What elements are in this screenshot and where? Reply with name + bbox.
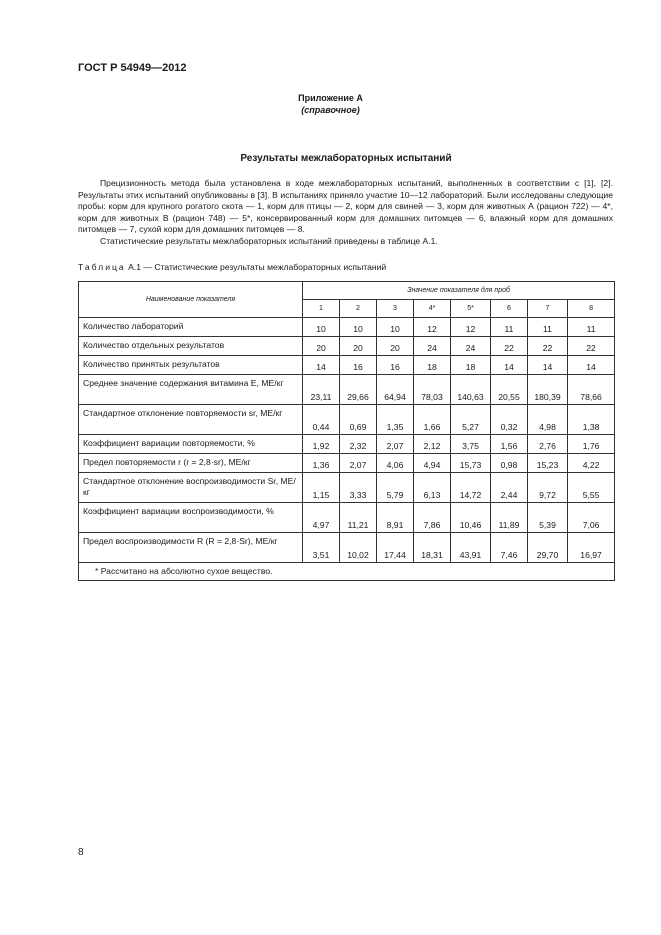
table-cell: 5,79	[377, 473, 414, 503]
table-cell: 2,12	[414, 435, 451, 454]
table-cell: 22	[568, 337, 615, 356]
table-cell: 6,13	[414, 473, 451, 503]
table-cell: 11	[491, 318, 528, 337]
row-label: Коэффициент вариации повторяемости, %	[79, 435, 303, 454]
table-row	[79, 375, 615, 405]
table-cell: 18	[414, 356, 451, 375]
table-cell: 20	[340, 337, 377, 356]
table-cell: 14,72	[451, 473, 491, 503]
table-cell: 2,32	[340, 435, 377, 454]
table-cell: 16	[377, 356, 414, 375]
table-cell: 29,70	[528, 533, 568, 563]
table-cell: 4,06	[377, 454, 414, 473]
table-cell: 140,63	[451, 375, 491, 405]
table-cell: 1,76	[568, 435, 615, 454]
document-id: ГОСТ Р 54949—2012	[78, 62, 187, 74]
table-cell: 7,06	[568, 503, 615, 533]
table-cell: 1,35	[377, 405, 414, 435]
table-cell: 0,44	[303, 405, 340, 435]
table-cell: 15,23	[528, 454, 568, 473]
row-label: Количество отдельных результатов	[79, 337, 303, 356]
table-cell: 1,36	[303, 454, 340, 473]
table-cell: 7,86	[414, 503, 451, 533]
table-row	[79, 405, 615, 435]
sample-number: 5*	[451, 300, 491, 318]
table-cell: 10	[377, 318, 414, 337]
table-cell: 1,15	[303, 473, 340, 503]
row-label: Стандартное отклонение повторяемости sr, МЕ/кг	[79, 405, 303, 435]
row-label: Коэффициент вариации воспроизводимости, %	[79, 503, 303, 533]
table-cell: 14	[303, 356, 340, 375]
paragraph: Статистические результаты межлабораторных испытаний приведены в таблице А.1.	[100, 235, 438, 246]
table-cell: 10	[340, 318, 377, 337]
table-cell: 22	[528, 337, 568, 356]
table-cell: 18	[451, 356, 491, 375]
table-cell: 4,98	[528, 405, 568, 435]
table-cell: 4,22	[568, 454, 615, 473]
annex-subtitle: (справочное)	[301, 105, 360, 115]
table-cell: 14	[491, 356, 528, 375]
table-cell: 16	[340, 356, 377, 375]
table-cell: 10	[303, 318, 340, 337]
table-cell: 0,98	[491, 454, 528, 473]
paragraph: Прецизионность метода была установлена в ходе межлабораторных испытаний, выполненных в соответствии с [1], [2]. Результаты этих испытаний опубликованы в [3]. В испытаниях приняло участие 10—12 лабораторий. Были исследованы следующие пробы: корм для крупного рогатого скота — 1, корм для птицы — 2, корм для свиней — 3, корм для животных А (рацион 722) — 4*, корм для животных В (рацион 748) — 5*, консервированный корм для домашних питомцев — 6, влажный корм для домашних питомцев — 7, сухой корм для домашних питомцев — 8.	[78, 178, 613, 235]
row-label: Предел повторяемости r (r = 2,8·sr), МЕ/кг	[79, 454, 303, 473]
sample-number: 2	[340, 300, 377, 318]
table-cell: 22	[491, 337, 528, 356]
table-cell: 1,38	[568, 405, 615, 435]
table-cell: 11,89	[491, 503, 528, 533]
page-number: 8	[78, 847, 84, 858]
table-cell: 180,39	[528, 375, 568, 405]
table-cell: 10,02	[340, 533, 377, 563]
table-caption-label: Таблица	[78, 262, 126, 272]
table-cell: 20,55	[491, 375, 528, 405]
section-title: Результаты межлабораторных испытаний	[240, 153, 452, 164]
table-cell: 4,94	[414, 454, 451, 473]
table-cell: 3,75	[451, 435, 491, 454]
table-cell: 7,46	[491, 533, 528, 563]
table-cell: 0,32	[491, 405, 528, 435]
table-row	[79, 533, 615, 563]
table-cell: 11	[528, 318, 568, 337]
footnote-row	[79, 563, 615, 581]
table-cell: 11,21	[340, 503, 377, 533]
table-cell: 78,66	[568, 375, 615, 405]
table-cell: 17,44	[377, 533, 414, 563]
table-cell: 2,44	[491, 473, 528, 503]
table-cell: 20	[303, 337, 340, 356]
table-row	[79, 337, 615, 356]
table-cell: 3,51	[303, 533, 340, 563]
table-cell: 0,69	[340, 405, 377, 435]
table-cell: 14	[568, 356, 615, 375]
sample-number: 8	[568, 300, 615, 318]
row-label: Среднее значение содержания витамина Е, МЕ/кг	[79, 375, 303, 405]
table-cell: 64,94	[377, 375, 414, 405]
sample-number: 6	[491, 300, 528, 318]
table-header-row	[79, 282, 615, 300]
table-cell: 24	[451, 337, 491, 356]
table-row	[79, 318, 615, 337]
sample-number: 4*	[414, 300, 451, 318]
table-cell: 2,07	[377, 435, 414, 454]
table-cell: 15,73	[451, 454, 491, 473]
table-cell: 20	[377, 337, 414, 356]
table-caption-text: А.1 — Статистические результаты межлабораторных испытаний	[128, 262, 387, 272]
table-cell: 16,97	[568, 533, 615, 563]
table-row	[79, 454, 615, 473]
table-cell: 1,66	[414, 405, 451, 435]
body-text	[78, 178, 613, 248]
table-cell: 11	[568, 318, 615, 337]
table-cell: 24	[414, 337, 451, 356]
table-row	[79, 356, 615, 375]
row-label: Предел воспроизводимости R (R = 2,8·Sr), МЕ/кг	[79, 533, 303, 563]
sample-number: 1	[303, 300, 340, 318]
column-header-name: Наименование показателя	[79, 282, 303, 318]
table-cell: 78,03	[414, 375, 451, 405]
table-cell: 23,11	[303, 375, 340, 405]
row-label: Количество лабораторий	[79, 318, 303, 337]
table-caption	[78, 262, 386, 272]
column-group-header: Значение показателя для проб	[303, 282, 615, 300]
table-cell: 43,91	[451, 533, 491, 563]
table-cell: 10,46	[451, 503, 491, 533]
results-table	[78, 281, 615, 581]
annex-title: Приложение А	[298, 93, 363, 103]
table-cell: 12	[451, 318, 491, 337]
table-row	[79, 435, 615, 454]
table-cell: 4,97	[303, 503, 340, 533]
table-cell: 18,31	[414, 533, 451, 563]
table-cell: 14	[528, 356, 568, 375]
table-body	[79, 318, 615, 563]
table-cell: 12	[414, 318, 451, 337]
table-cell: 5,39	[528, 503, 568, 533]
table-footnote: * Рассчитано на абсолютно сухое вещество.	[79, 563, 615, 581]
row-label: Стандартное отклонение воспроизводимости Sr, МЕ/кг	[79, 473, 303, 503]
row-label: Количество принятых результатов	[79, 356, 303, 375]
table-cell: 8,91	[377, 503, 414, 533]
sample-number: 7	[528, 300, 568, 318]
table-cell: 5,27	[451, 405, 491, 435]
sample-number: 3	[377, 300, 414, 318]
table-cell: 1,92	[303, 435, 340, 454]
table-cell: 5,55	[568, 473, 615, 503]
table-cell: 29,66	[340, 375, 377, 405]
table-row	[79, 503, 615, 533]
table-cell: 2,76	[528, 435, 568, 454]
table-cell: 3,33	[340, 473, 377, 503]
table-cell: 1,56	[491, 435, 528, 454]
table-cell: 2,07	[340, 454, 377, 473]
table-row	[79, 473, 615, 503]
table-cell: 9,72	[528, 473, 568, 503]
